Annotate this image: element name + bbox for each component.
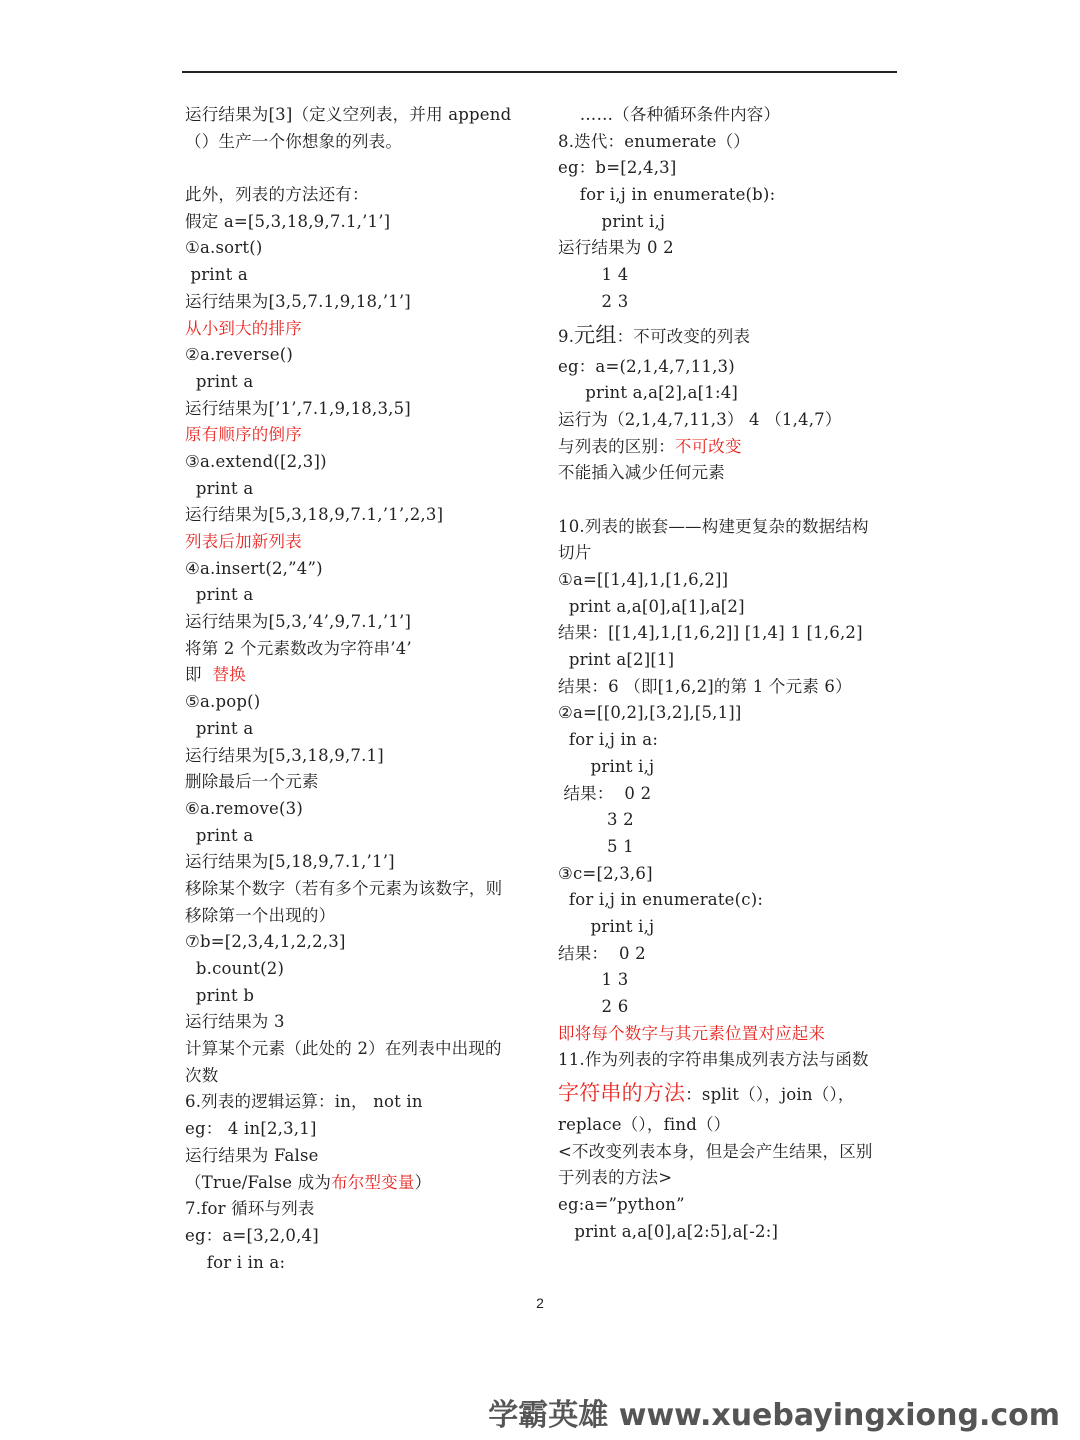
code-line: print i,j [558,211,666,231]
code-line: print i,j [558,916,655,936]
site-watermark: 学霸英雄 www.xuebayingxiong.com [488,1398,1060,1433]
code-line: print a [185,478,254,498]
code-line: ③a.extend([2,3]) [185,451,327,471]
text-line: 运行结果为[’1’,7.1,9,18,3,5] [185,398,411,418]
text-segment: 即 [185,665,202,685]
text-line: 次数 [185,1065,219,1085]
text-line: <不改变列表本身，但是会产生结果，区别 [558,1141,873,1161]
code-line: eg：a=(2,1,4,7,11,3) [558,356,735,376]
text-segment: ：split（），join（）， [685,1085,855,1105]
code-line: print a,a[2],a[1:4] [558,383,739,403]
right-column [558,102,903,1246]
section-heading: 11.作为列表的字符串集成列表方法与函数 [558,1050,869,1070]
section-heading: 10.列表的嵌套——构建更复杂的数据结构 [558,516,869,536]
code-line: ①a.sort() [185,238,263,258]
highlight-note: 布尔型变量 [331,1172,415,1192]
text-line [558,1074,903,1112]
text-line: 不能插入减少任何元素 [558,463,725,483]
section-heading: 7.for 循环与列表 [185,1199,315,1219]
code-line: eg：a=[3,2,0,4] [185,1225,319,1245]
text-line: 删除最后一个元素 [185,772,319,792]
text-line: 结果： 0 2 [558,943,646,963]
code-line: eg：b=[2,4,3] [558,158,677,178]
text-line: 运行结果为 0 2 [558,238,674,258]
text-line: （）生产一个你想象的列表。 [185,131,403,151]
text-segment: ：不可改变的列表 [616,326,751,346]
text-line: 此外，列表的方法还有： [185,185,369,205]
text-line: 1 4 [558,265,629,285]
code-line: print a [185,371,254,391]
text-line: 结果：6 （即[1,6,2]的第 1 个元素 6） [558,676,852,696]
text-line: 将第 2 个元素数改为字符串’4’ [185,638,412,658]
text-line: 切片 [558,543,592,563]
text-line: 2 6 [558,997,629,1016]
section-heading: 6.列表的逻辑运算：in， not in [185,1092,423,1112]
code-line: ⑥a.remove(3) [185,798,303,818]
text-line [185,1170,530,1197]
highlight-note: 从小到大的排序 [185,318,302,338]
section-heading [558,316,903,354]
code-line: for i,j in enumerate(c): [558,890,764,910]
text-line: 3 2 [558,810,634,830]
highlight-note: 原有顺序的倒序 [185,425,302,445]
text-line: 移除第一个出现的） [185,905,336,925]
highlight-note: 替换 [212,665,246,685]
text-line: 于列表的方法> [558,1168,673,1188]
text-line: 运行为（2,1,4,7,11,3） 4 （1,4,7） [558,409,842,429]
text-line: 运行结果为 3 [185,1012,285,1032]
text-line: 5 1 [558,836,634,856]
code-line: ④a.insert(2,”4”) [185,558,323,578]
code-line: ①a=[[1,4],1,[1,6,2]] [558,570,729,589]
text-line: 2 3 [558,291,629,311]
code-line: replace（），find（） [558,1115,731,1135]
text-line [185,662,530,689]
text-line: 1 3 [558,970,629,990]
code-line: ⑤a.pop() [185,692,261,712]
text-segment: ） [414,1172,432,1192]
code-line: ②a=[[0,2],[3,2],[5,1]] [558,703,742,723]
code-line: ③c=[2,3,6] [558,863,653,883]
highlight-note: 即将每个数字与其元素位置对应起来 [558,1023,826,1043]
emphasis-term: 字符串的方法 [558,1081,686,1106]
left-column [185,102,530,1276]
text-line: 运行结果为[5,18,9,7.1,’1’] [185,852,395,872]
header-rule [182,71,897,73]
text-line: 运行结果为[5,3,18,9,7.1] [185,745,384,765]
highlight-note: 不可改变 [674,436,742,456]
highlight-note: 列表后加新列表 [185,532,302,551]
blank-line [185,155,530,182]
code-line: ⑦b=[2,3,4,1,2,2,3] [185,932,346,952]
code-line: print a [185,585,254,605]
code-line: ②a.reverse() [185,345,294,365]
page-number: 2 [536,1295,544,1311]
text-segment: 与列表的区别： [558,436,675,456]
text-line: 运行结果为[3,5,7.1,9,18,’1’] [185,291,411,311]
text-segment: （True/False 成为 [185,1172,332,1192]
code-line: print i,j [558,756,655,776]
emphasis-term: 元组 [574,322,617,347]
code-line: for i,j in a: [558,730,659,750]
code-line: print a [185,825,254,845]
code-line: print a,a[0],a[1],a[2] [558,596,745,616]
code-line: eg:a=”python” [558,1195,685,1215]
text-line: 运行结果为[5,3,18,9,7.1,’1’,2,3] [185,505,444,525]
code-line: eg： 4 in[2,3,1] [185,1119,317,1139]
text-segment: 9. [558,326,575,346]
text-line: 移除某个数字（若有多个元素为该数字，则 [185,878,503,898]
code-line: b.count(2) [185,959,285,978]
blank-line [558,487,903,514]
text-line: 运行结果为[3]（定义空列表，并用 append [185,105,512,124]
text-line: 计算某个元素（此处的 2）在列表中出现的 [185,1039,502,1059]
text-line [558,434,903,461]
code-line: print a[2][1] [558,650,675,670]
code-line: print a [185,718,254,738]
code-line: ……（各种循环条件内容） [558,105,781,124]
code-line: print a [185,265,248,285]
section-heading: 8.迭代：enumerate（） [558,131,750,151]
code-line: print a,a[0],a[2:5],a[-2:] [558,1221,779,1241]
code-line: for i,j in enumerate(b): [558,185,776,205]
text-line: 运行结果为 False [185,1145,319,1165]
text-line: 结果：[[1,4],1,[1,6,2]] [1,4] 1 [1,6,2] [558,623,863,643]
code-line: print b [185,985,255,1005]
text-line: 假定 a=[5,3,18,9,7.1,’1’] [185,211,391,231]
text-line: 运行结果为[5,3,’4’,9,7.1,’1’] [185,612,412,632]
code-line: for i in a: [185,1252,286,1272]
text-line: 结果： 0 2 [558,783,652,803]
